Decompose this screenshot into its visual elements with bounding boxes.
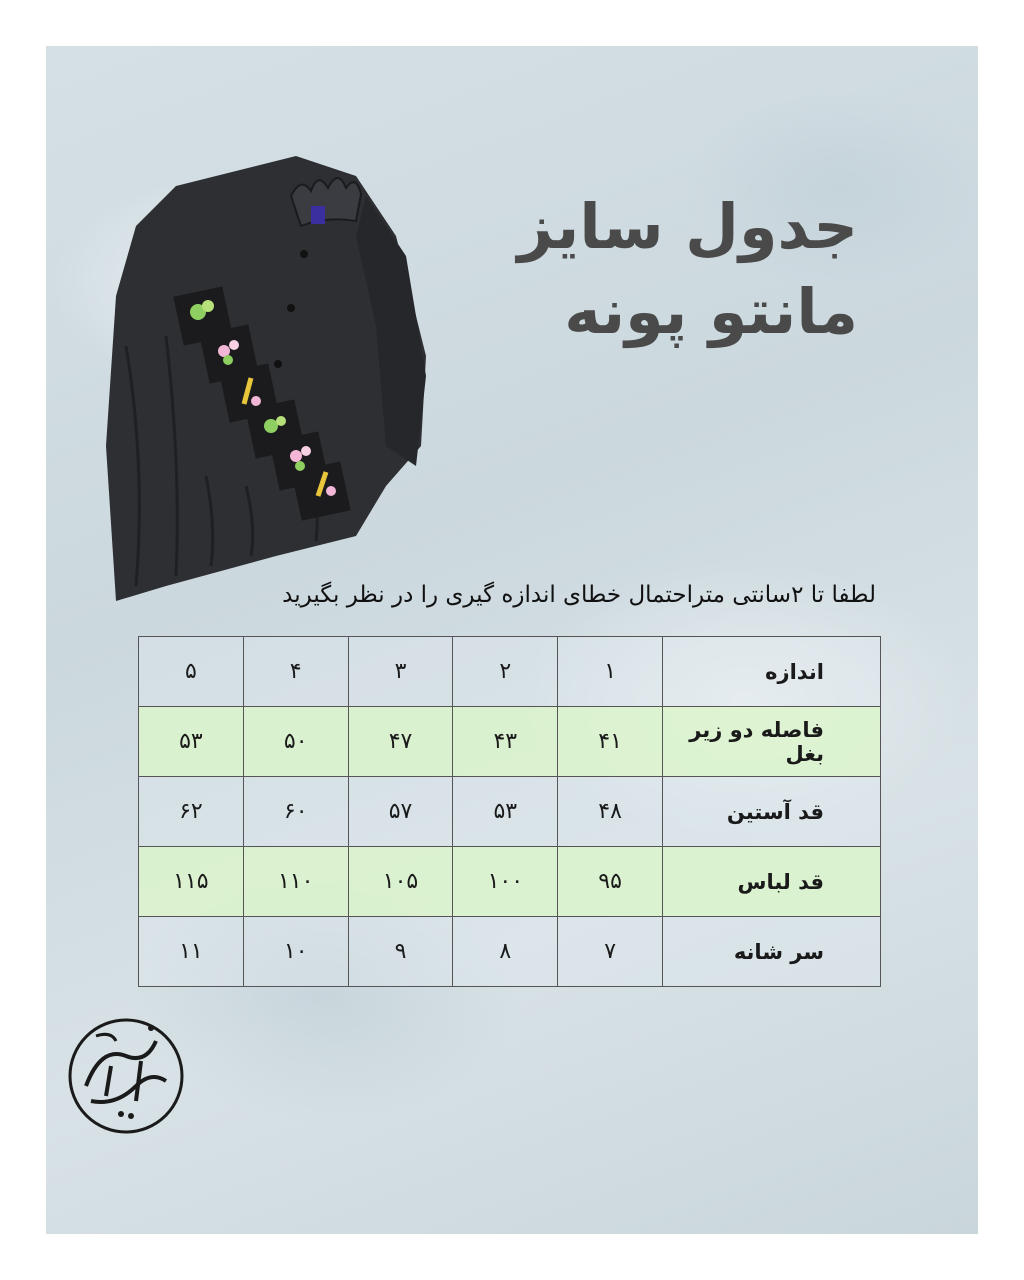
table-cell: ۵۳ [453, 777, 558, 847]
size-table [138, 636, 881, 987]
table-cell: ۲ [453, 637, 558, 707]
table-cell: ۴۸ [558, 777, 663, 847]
table-cell: ۶۰ [243, 777, 348, 847]
table-cell: ۹ [348, 917, 453, 987]
table-cell: ۵۳ [139, 707, 244, 777]
table-cell: ۳ [348, 637, 453, 707]
table-cell: ۱۱۰ [243, 847, 348, 917]
table-cell: ۱۱ [139, 917, 244, 987]
table-row [139, 637, 881, 707]
table-cell: ۴۳ [453, 707, 558, 777]
table-cell: ۸ [453, 917, 558, 987]
product-name: مانتو پونه [564, 275, 858, 348]
table-row [139, 917, 881, 987]
table-cell: ۵۷ [348, 777, 453, 847]
table-row [139, 777, 881, 847]
table-cell: ۴۷ [348, 707, 453, 777]
table-cell: ۷ [558, 917, 663, 987]
row-label: اندازه [663, 637, 881, 707]
table-cell: ۴۱ [558, 707, 663, 777]
row-label: قد لباس [663, 847, 881, 917]
calligraphy-logo-icon [56, 1006, 196, 1146]
measurement-note: لطفا تا ۲سانتی متراحتمال خطای اندازه گیری را در نظر بگیرید [282, 582, 876, 608]
row-label: فاصله دو زیر بغل [663, 707, 881, 777]
table-row [139, 847, 881, 917]
table-cell: ۶۲ [139, 777, 244, 847]
table-row [139, 707, 881, 777]
row-label: سر شانه [663, 917, 881, 987]
table-cell: ۵۰ [243, 707, 348, 777]
table-cell: ۱۰ [243, 917, 348, 987]
table-cell: ۱ [558, 637, 663, 707]
size-chart-card [46, 46, 978, 1234]
table-cell: ۱۰۵ [348, 847, 453, 917]
garment-image [106, 146, 426, 606]
table-cell: ۱۱۵ [139, 847, 244, 917]
table-cell: ۵ [139, 637, 244, 707]
row-label: قد آستین [663, 777, 881, 847]
table-cell: ۹۵ [558, 847, 663, 917]
page-title: جدول سایز [517, 190, 858, 263]
table-cell: ۱۰۰ [453, 847, 558, 917]
table-cell: ۴ [243, 637, 348, 707]
